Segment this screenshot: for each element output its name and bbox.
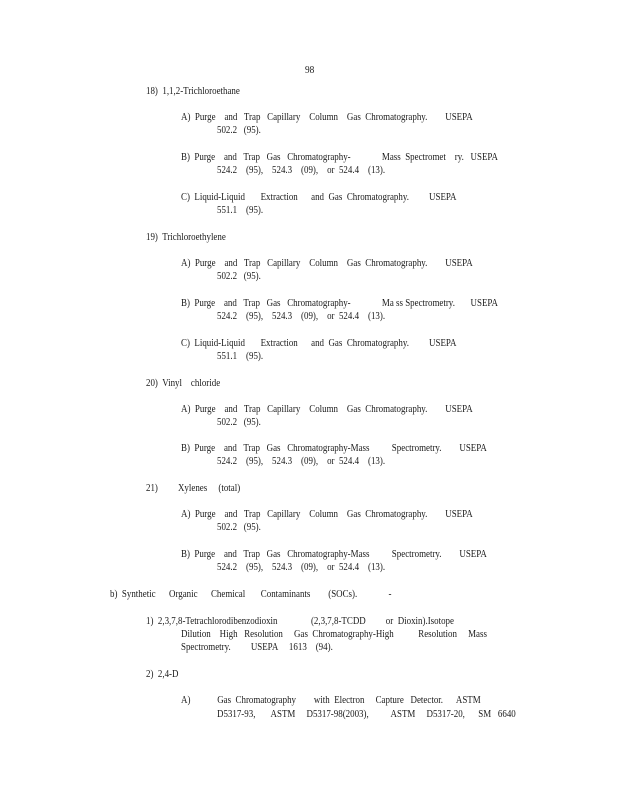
soc-item-2-heading: 2) 2,4-D bbox=[146, 669, 179, 680]
item-18-method-b: B) Purge and Trap Gas Chromatography- Mass Spectromet ry. USEPA bbox=[181, 152, 498, 163]
item-18-method-a-cont: 502.2 (95). bbox=[217, 125, 261, 136]
soc-item-1-cont-2: Spectrometry. USEPA 1613 (94). bbox=[181, 642, 333, 653]
item-21-method-a: A) Purge and Trap Capillary Column Gas Chromatography. USEPA bbox=[181, 509, 473, 520]
section-b-heading: b) Synthetic Organic Chemical Contaminants (SOCs). - bbox=[110, 589, 392, 600]
soc-item-1-cont-1: Dilution High Resolution Gas Chromatography-High Resolution Mass bbox=[181, 629, 487, 640]
item-19-method-a-cont: 502.2 (95). bbox=[217, 271, 261, 282]
item-18-heading: 18) 1,1,2-Trichloroethane bbox=[146, 86, 240, 97]
item-20-method-b: B) Purge and Trap Gas Chromatography-Mass Spectrometry. USEPA bbox=[181, 443, 487, 454]
item-20-method-a: A) Purge and Trap Capillary Column Gas Chromatography. USEPA bbox=[181, 404, 473, 415]
item-19-method-c: C) Liquid-Liquid Extraction and Gas Chromatography. USEPA bbox=[181, 338, 457, 349]
item-19-method-a: A) Purge and Trap Capillary Column Gas Chromatography. USEPA bbox=[181, 258, 473, 269]
item-20-method-b-cont: 524.2 (95), 524.3 (09), or 524.4 (13). bbox=[217, 456, 386, 467]
item-19-method-b-cont: 524.2 (95), 524.3 (09), or 524.4 (13). bbox=[217, 311, 386, 322]
item-20-heading: 20) Vinyl chloride bbox=[146, 378, 221, 389]
item-18-method-b-cont: 524.2 (95), 524.3 (09), or 524.4 (13). bbox=[217, 165, 386, 176]
item-18-method-c-cont: 551.1 (95). bbox=[217, 205, 264, 216]
soc-item-2-method-a-cont: D5317-93, ASTM D5317-98(2003), ASTM D5317-20, SM 6640 bbox=[217, 709, 516, 720]
item-21-method-a-cont: 502.2 (95). bbox=[217, 522, 261, 533]
item-18-method-a: A) Purge and Trap Capillary Column Gas Chromatography. USEPA bbox=[181, 112, 473, 123]
page-number: 98 bbox=[305, 64, 315, 76]
item-21-method-b: B) Purge and Trap Gas Chromatography-Mass Spectrometry. USEPA bbox=[181, 549, 487, 560]
soc-item-2-method-a: A) Gas Chromatography with Electron Capture Detector. ASTM bbox=[181, 695, 481, 706]
item-21-heading: 21) Xylenes (total) bbox=[146, 483, 241, 494]
item-18-method-c: C) Liquid-Liquid Extraction and Gas Chromatography. USEPA bbox=[181, 192, 457, 203]
item-21-method-b-cont: 524.2 (95), 524.3 (09), or 524.4 (13). bbox=[217, 562, 386, 573]
item-19-method-b: B) Purge and Trap Gas Chromatography- Ma ss Spectrometry. USEPA bbox=[181, 298, 498, 309]
item-19-method-c-cont: 551.1 (95). bbox=[217, 351, 264, 362]
soc-item-1: 1) 2,3,7,8-Tetrachlorodibenzodioxin (2,3,7,8-TCDD or Dioxin).Isotope bbox=[146, 616, 454, 627]
item-19-heading: 19) Trichloroethylene bbox=[146, 232, 226, 243]
item-20-method-a-cont: 502.2 (95). bbox=[217, 417, 261, 428]
